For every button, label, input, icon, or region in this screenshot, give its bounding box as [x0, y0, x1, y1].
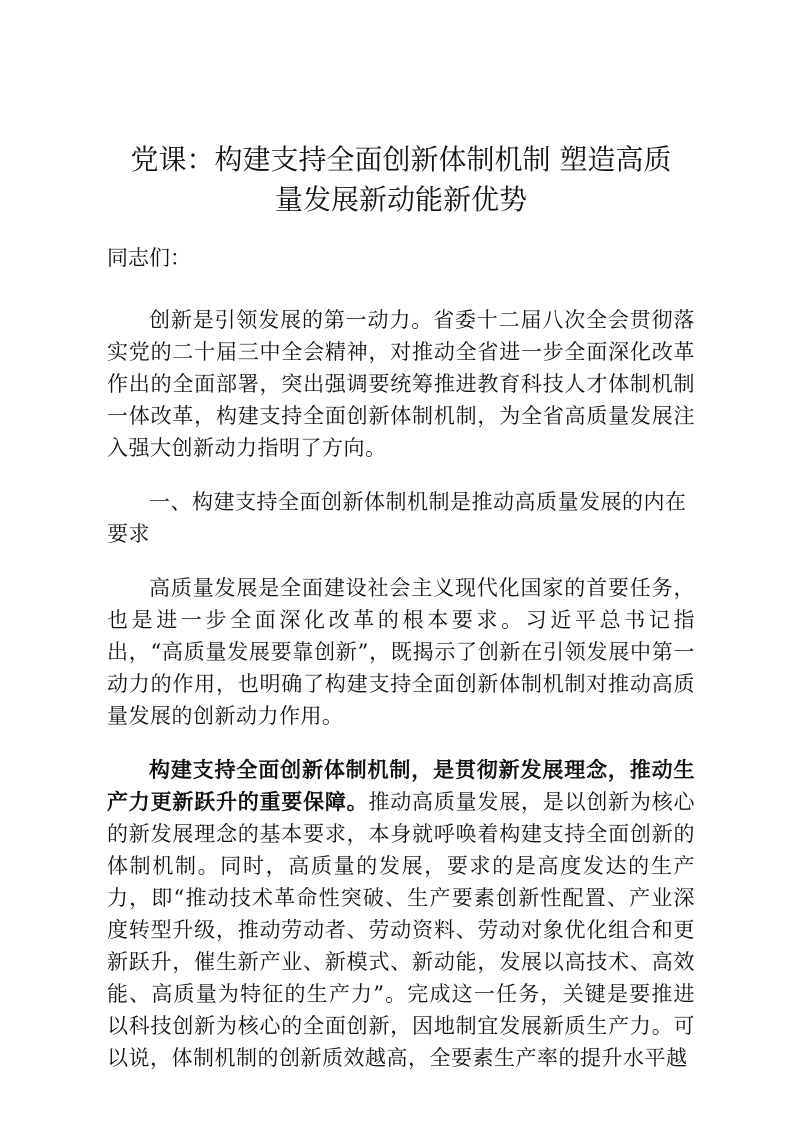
paragraph-lead-sentence: 构建支持全面创新体制机制，是贯彻新发展理念，推动生产力更新跃升的重要保障。 — [107, 757, 695, 814]
section-heading-1: 一、构建支持全面创新体制机制是推动高质量发展的内在要求 — [107, 490, 687, 546]
paragraph-body-text: 推动高质量发展，是以创新为核心的新发展理念的基本要求，本身就呼唤着构建支持全面创新的体制机制。同时，高质量的发展，要求的是高度发达的生产力，即“推动技术革命性突破、生产要素创新性配置、产业深度转型升级，推动劳动者、劳动资料、劳动对象优化组合和更新跃升，催生新产业、新模式、新动能，发展以高技术、高效能、高质量为特征的生产力”。完成这一任务，关键是要推进以科技创新为核心的全面创新，因地制宜发展新质生产力。可以说，体制机制的创新质效越高，全要素生产率的提升水平越 — [107, 790, 696, 1070]
document-title — [107, 140, 695, 220]
document-body — [107, 140, 695, 1074]
greeting: 同志们： — [107, 246, 191, 270]
title-line-1: 党课：构建支持全面创新体制机制 塑造高质 — [130, 143, 672, 176]
paragraph-innovation-mechanism — [107, 754, 695, 1074]
paragraph-intro: 创新是引领发展的第一动力。省委十二届八次全会贯彻落实党的二十届三中全会精神，对推动全省进一步全面深化改革作出的全面部署，突出强调要统筹推进教育科技人才体制机制一体改革，构建支持全面创新体制机制，为全省高质量发展注入强大创新动力指明了方向。 — [107, 308, 695, 460]
paragraph-quality-development: 高质量发展是全面建设社会主义现代化国家的首要任务，也是进一步全面深化改革的根本要求。习近平总书记指出，“高质量发展要靠创新”，既揭示了创新在引领发展中第一动力的作用，也明确了构建支持全面创新体制机制对推动高质量发展的创新动力作用。 — [107, 576, 695, 728]
title-line-2: 量发展新动能新优势 — [274, 183, 527, 216]
